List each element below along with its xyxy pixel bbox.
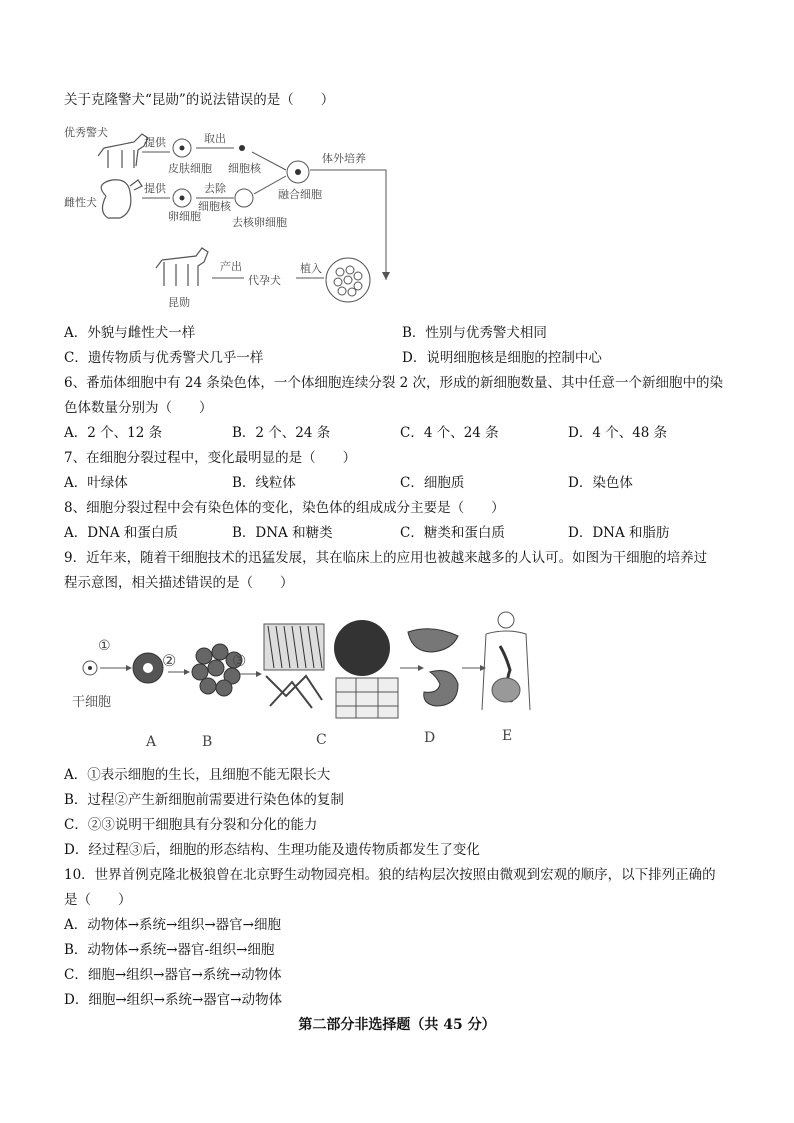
fig-nucleus1: 细胞核	[228, 162, 261, 175]
q5-option-a[interactable]: A．外貌与雌性犬一样	[64, 325, 196, 341]
q6-option-d[interactable]: D．4 个、48 条	[568, 425, 668, 441]
fig-step2: ②	[162, 651, 177, 670]
q5-stem: 关于克隆警犬“昆勋”的说法错误的是（ ）	[64, 92, 335, 108]
q7-option-b[interactable]: B．线粒体	[232, 475, 296, 491]
fig-stem-cell: 干细胞	[72, 695, 112, 710]
fig-culture: 体外培养	[322, 152, 366, 165]
fig-label-b: B	[202, 734, 213, 750]
fig-egg-cell: 卵细胞	[168, 210, 201, 223]
q9-stem: 9．近年来，随着干细胞技术的迅猛发展，其在临床上的应用也被越来越多的人认可。如图为干细胞的培养过	[64, 550, 708, 566]
section2-title: 第二部分非选择题（共 45 分）	[298, 1017, 496, 1033]
female-dog-icon	[101, 180, 142, 218]
q10-stem-cont: 是（ ）	[64, 892, 132, 908]
stem-cell-diagram	[60, 610, 580, 752]
q7-stem: 7、在细胞分裂过程中，变化最明显的是（ ）	[64, 450, 357, 466]
tissue-icons	[264, 620, 398, 718]
q5-option-d[interactable]: D．说明细胞核是细胞的控制中心	[402, 350, 602, 366]
q10-option-a[interactable]: A．动物体→系统→组织→器官→细胞	[64, 917, 281, 933]
q9-option-a[interactable]: A．①表示细胞的生长，且细胞不能无限长大	[64, 767, 331, 783]
q7-option-d[interactable]: D．染色体	[568, 475, 633, 491]
q10-stem: 10．世界首例克隆北极狼曾在北京野生动物园亮相。狼的结构层次按照由微观到宏观的顺序，以下排列正确的	[64, 867, 716, 883]
q7-option-c[interactable]: C．细胞质	[400, 475, 465, 491]
q8-option-b[interactable]: B．DNA 和糖类	[232, 525, 333, 541]
q6-option-c[interactable]: C．4 个、24 条	[400, 425, 499, 441]
q8-stem: 8、细胞分裂过程中会有染色体的变化，染色体的组成成分主要是（ ）	[64, 500, 505, 516]
fig-take-out: 取出	[204, 132, 226, 145]
q8-option-c[interactable]: C．糖类和蛋白质	[400, 525, 505, 541]
q8-option-d[interactable]: D．DNA 和脂肪	[568, 525, 670, 541]
q5-option-b[interactable]: B．性别与优秀警犬相同	[402, 325, 547, 341]
fig-label-a: A	[146, 734, 157, 750]
q6-option-b[interactable]: B．2 个、24 条	[232, 425, 331, 441]
fig-label-e: E	[502, 728, 513, 744]
fig-enucleated: 去核卵细胞	[232, 216, 287, 229]
q8-option-a[interactable]: A．DNA 和蛋白质	[64, 525, 178, 541]
fig-label-c: C	[316, 732, 327, 748]
cloned-dog-icon	[156, 248, 208, 286]
q10-option-c[interactable]: C．细胞→组织→器官→系统→动物体	[64, 967, 282, 983]
q7-option-a[interactable]: A．叶绿体	[64, 475, 128, 491]
q6-stem-cont: 色体数量分别为（ ）	[64, 400, 213, 416]
cloning-diagram	[64, 120, 404, 316]
fig-provide1: 提供	[144, 136, 166, 149]
q9-option-c[interactable]: C．②③说明干细胞具有分裂和分化的能力	[64, 817, 318, 833]
human-body-icon	[482, 612, 530, 710]
police-dog-icon	[98, 134, 148, 168]
fig-surrogate: 代孕犬	[248, 274, 281, 287]
fig-provide2: 提供	[144, 182, 166, 195]
fig-label-d: D	[424, 730, 436, 746]
q10-option-b[interactable]: B．动物体→系统→器官-组织→细胞	[64, 942, 275, 958]
fig-nucleus2: 细胞核	[198, 200, 231, 213]
q9-option-b[interactable]: B．过程②产生新细胞前需要进行染色体的复制	[64, 792, 344, 808]
fig-step1: ①	[98, 638, 111, 654]
q9-option-d[interactable]: D．经过程③后，细胞的形态结构、生理功能及遗传物质都发生了变化	[64, 842, 480, 858]
fig-produce: 产出	[220, 260, 242, 273]
fig-implant: 植入	[300, 262, 322, 275]
fig-remove: 去除	[204, 182, 226, 195]
fig-dog2-label: 雌性犬	[64, 196, 97, 209]
q9-stem-cont: 程示意图，相关描述错误的是（ ）	[64, 575, 294, 591]
q10-option-d[interactable]: D．细胞→组织→系统→器官→动物体	[64, 992, 283, 1008]
q6-stem: 6、番茄体细胞中有 24 条染色体，一个体细胞连续分裂 2 次，形成的新细胞数量、其中任意一个新细胞中的染	[64, 375, 724, 391]
fig-skin-cell: 皮肤细胞	[168, 162, 212, 175]
fig-step3: ③	[232, 651, 247, 670]
organ-icons	[408, 629, 458, 706]
q6-option-a[interactable]: A．2 个、12 条	[64, 425, 163, 441]
fig-fused: 融合细胞	[278, 188, 322, 201]
fig-kunxun: 昆勋	[168, 296, 190, 309]
q5-option-c[interactable]: C．遗传物质与优秀警犬几乎一样	[64, 350, 264, 366]
fig-dog1-label: 优秀警犬	[64, 126, 108, 139]
